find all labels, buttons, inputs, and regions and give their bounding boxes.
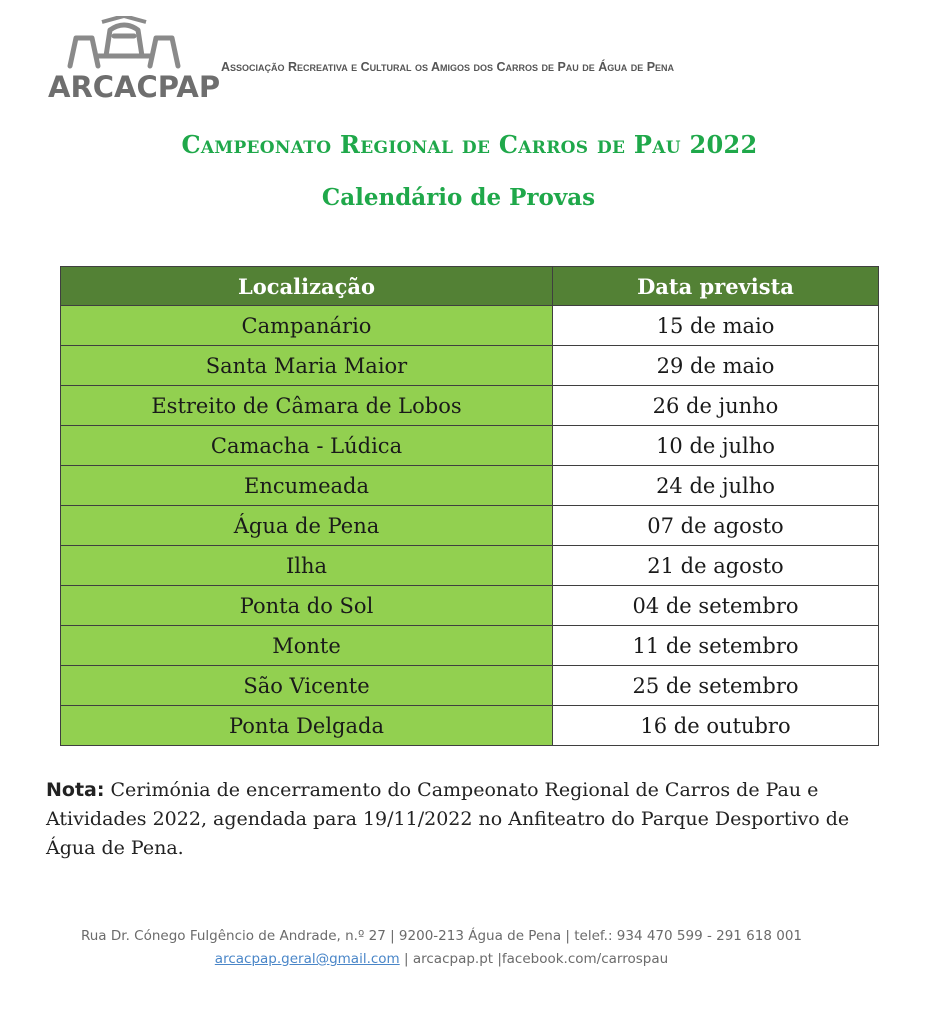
table-row xyxy=(61,346,879,386)
table-row xyxy=(61,586,879,626)
location-cell: Estreito de Câmara de Lobos xyxy=(61,386,553,426)
note-paragraph xyxy=(46,776,886,863)
location-cell: Campanário xyxy=(61,306,553,346)
date-cell: 04 de setembro xyxy=(553,586,879,626)
location-cell: Água de Pena xyxy=(61,506,553,546)
table-row xyxy=(61,666,879,706)
date-cell: 11 de setembro xyxy=(553,626,879,666)
date-cell: 21 de agosto xyxy=(553,546,879,586)
location-cell: Ponta do Sol xyxy=(61,586,553,626)
page-subtitle: Calendário de Provas xyxy=(321,184,596,211)
wooden-car-icon xyxy=(62,16,186,72)
location-cell: Encumeada xyxy=(61,466,553,506)
footer-address: Rua Dr. Cónego Fulgêncio de Andrade, n.º 27 | 9200-213 Água de Pena | telef.: 934 470 599 - 291 618 001 xyxy=(80,928,803,944)
table-header-row xyxy=(61,267,879,306)
date-cell: 16 de outubro xyxy=(553,706,879,746)
location-cell: Camacha - Lúdica xyxy=(61,426,553,466)
date-cell: 15 de maio xyxy=(553,306,879,346)
date-cell: 07 de agosto xyxy=(553,506,879,546)
location-cell: Santa Maria Maior xyxy=(61,346,553,386)
footer-links-text: | arcacpap.pt |facebook.com/carrospau xyxy=(399,951,669,967)
table-row xyxy=(61,506,879,546)
date-cell: 24 de julho xyxy=(553,466,879,506)
logo-text: ARCACPAP xyxy=(48,70,221,104)
email-link[interactable]: arcacpap.geral@gmail.com xyxy=(214,951,400,967)
date-cell: 29 de maio xyxy=(553,346,879,386)
location-cell: Ilha xyxy=(61,546,553,586)
location-cell: São Vicente xyxy=(61,666,553,706)
location-cell: Monte xyxy=(61,626,553,666)
date-cell: 26 de junho xyxy=(553,386,879,426)
table-row xyxy=(61,386,879,426)
logo xyxy=(48,16,221,104)
date-cell: 25 de setembro xyxy=(553,666,879,706)
date-cell: 10 de julho xyxy=(553,426,879,466)
calendar-table xyxy=(60,266,879,746)
column-header-location: Localização xyxy=(61,267,553,306)
document-header xyxy=(48,16,908,106)
table-row xyxy=(61,706,879,746)
table-row xyxy=(61,426,879,466)
footer-contacts xyxy=(0,951,883,967)
page-title: Campeonato Regional de Carros de Pau 2022 xyxy=(181,130,758,159)
table-row xyxy=(61,306,879,346)
note-text: Cerimónia de encerramento do Campeonato Regional de Carros de Pau e Atividades 2022, agendada para 19/11/2022 no Anfiteatro do Parque Desportivo de Água de Pena. xyxy=(46,779,850,859)
note-label: Nota: xyxy=(46,779,105,801)
column-header-date: Data prevista xyxy=(553,267,879,306)
association-name: Associação Recreativa e Cultural os Amigos dos Carros de Pau de Água de Pena xyxy=(221,60,675,74)
table-row xyxy=(61,466,879,506)
table-row xyxy=(61,546,879,586)
table-row xyxy=(61,626,879,666)
location-cell: Ponta Delgada xyxy=(61,706,553,746)
